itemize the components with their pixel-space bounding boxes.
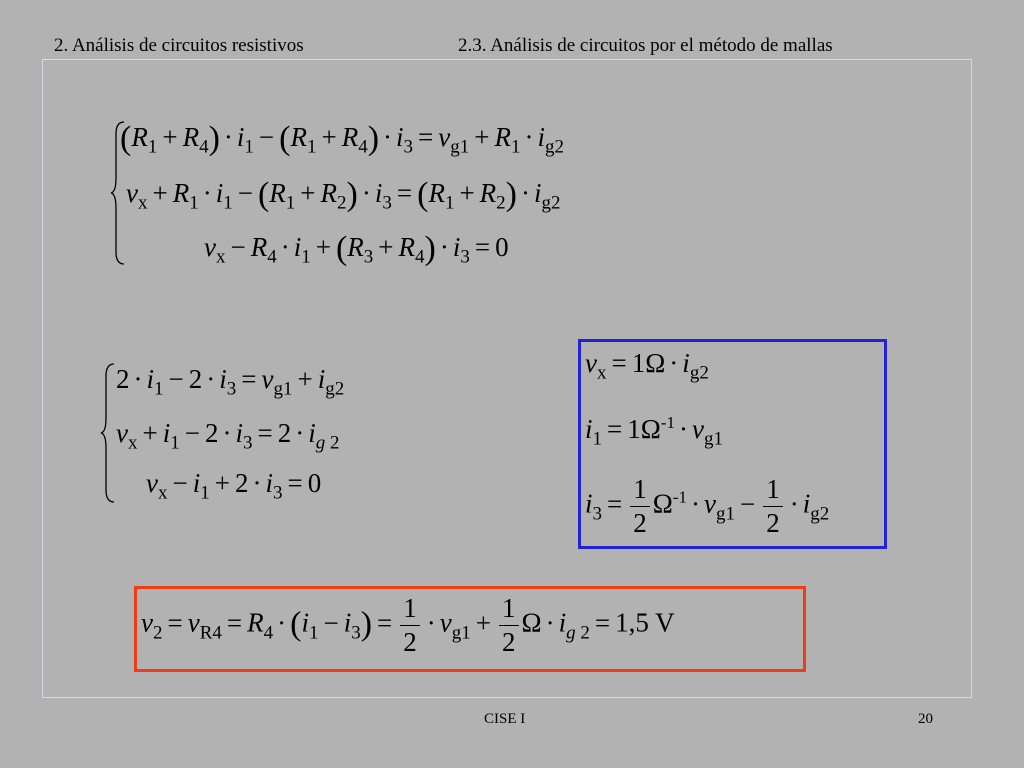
equation-system-2 bbox=[100, 362, 430, 506]
left-brace-icon bbox=[100, 362, 116, 504]
result-box bbox=[134, 586, 806, 672]
solution-vx: $v_x = 1\Omega \cdot i_{g2}$ bbox=[585, 348, 709, 384]
fraction: $\frac{1}{2}$ bbox=[630, 476, 650, 537]
equation-2-1: $2 \cdot i_1 - 2 \cdot i_3 = v_{g1} + i_{g2}$ bbox=[116, 364, 345, 400]
equation-1-3: $v_x - R_4 \cdot i_1 + (R_3 + R_4) \cdot i_3 = 0$ bbox=[204, 230, 509, 268]
equation-1-1: $(R_1 + R_4) \cdot i_1 - (R_1 + R_4) \cdot i_3 = v_{g1} + R_1 \cdot i_{g2}$ bbox=[120, 120, 565, 158]
fraction: $\frac{1}{2}$ bbox=[499, 595, 519, 656]
result-equation: $v_2 = v_{R4} = R_4 \cdot (i_1 - i_3)$ = $\frac{1}{2}$ · $v_{g1}$ + $\frac{1}{2}$ $\Omega \cdot i_{g 2} = 1,5$ V bbox=[141, 593, 675, 657]
solution-box bbox=[578, 339, 887, 549]
fraction: $\frac{1}{2}$ bbox=[763, 476, 783, 537]
header-section-title: 2. Análisis de circuitos resistivos bbox=[54, 35, 304, 56]
equation-2-2: $v_x + i_1 - 2 \cdot i_3 = 2 \cdot i_{g 2}$ bbox=[116, 418, 340, 454]
equation-2-3: $v_x - i_1 + 2 \cdot i_3 = 0$ bbox=[146, 468, 322, 504]
page-number: 20 bbox=[918, 711, 933, 727]
header-subsection-title: 2.3. Análisis de circuitos por el método de mallas bbox=[458, 35, 833, 56]
fraction: $\frac{1}{2}$ bbox=[400, 595, 420, 656]
solution-i1: $i_1 = 1\Omega^{-1} \cdot v_{g1}$ bbox=[585, 412, 723, 450]
footer-course-name: CISE I bbox=[484, 711, 526, 727]
solution-i3: $i_3$ = $\frac{1}{2}$ $\Omega^{-1} \cdot v_{g1}$ − $\frac{1}{2}$ · $i_{g2}$ bbox=[585, 474, 830, 538]
equation-1-2: $v_x + R_1 \cdot i_1 - (R_1 + R_2) \cdot i_3 = (R_1 + R_2) \cdot i_{g2}$ bbox=[126, 176, 561, 214]
equation-system-1 bbox=[110, 120, 710, 268]
